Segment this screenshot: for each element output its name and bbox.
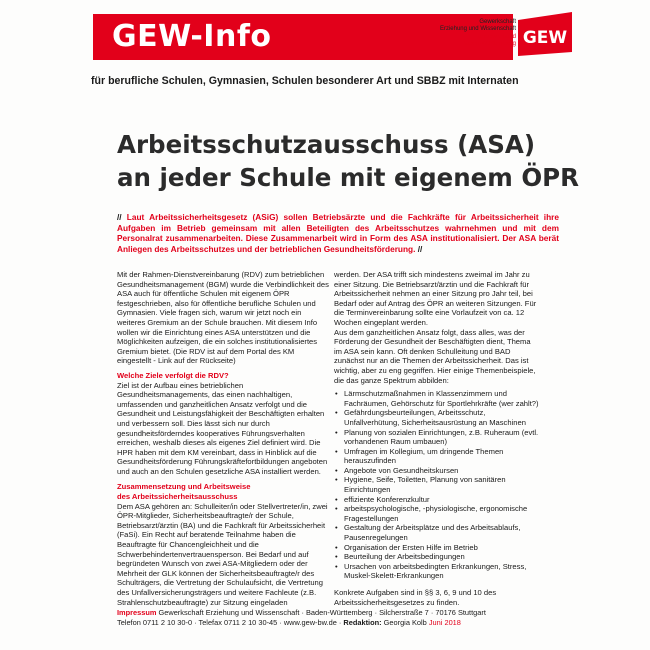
intro-paragraph: // Laut Arbeitssicherheitsgesetz (ASiG) sollen Betriebsärzte und die Fachkräfte für Arbeitssicherheit ihre Aufgaben im Betrieb gemeinsam mit allen Beteiligten des Arbeitsschutzes wahrnehmen und mit dem Personalrat zusammenarbeiten. Diese Zusammenarbeit wird in Form des ASA institutionalisiert. Der ASA berät Anliegen des Arbeitsschutzes und der betrieblichen Gesundheitsförderung. // [117,212,559,254]
paragraph: Mit der Rahmen-Dienstvereinbarung (RDV) zum betrieblichen Gesundheitsmanagement (BGM) wurde die Verbindlichkeit des ASA auch für öffentliche Schulen mit eigenem ÖPR festgeschrieben, also für öffentliche berufliche Schulen und Gymnasien. Viele fragen sich, warum wir jetzt noch ein weiteres Gremium an der Schule brauchen. Mit diesem Info wollen wir die Einrichtung eines ASA unterstützen und die Möglichkeiten aufzeigen, die ein solches institutionalisiertes Gremium bietet. (Die RDV ist auf dem Portal des KM eingestellt - Link auf der Rückseite) [117,270,329,366]
list-item: • Organisation der Ersten Hilfe im Betrieb [334,543,540,553]
organization-name: Gewerkschaft Erziehung und Wissenschaft Landesverband Baden-Württemberg [439,19,516,48]
list-item: • Gestaltung der Arbeitsplätze und des Arbeitsablaufs, Pausenregelungen [334,523,540,542]
list-item: • Ursachen von arbeitsbedingten Erkrankungen, Stress, Muskel-Skelett-Erkrankungen [334,562,540,581]
list-item: • Lärmschutzmaßnahmen in Klassenzimmern und Fachräumen, Gehörschutz für Sportlehrkräfte (wer zahlt?) [334,389,540,408]
list-item: • Hygiene, Seife, Toiletten, Planung von sanitären Einrichtungen [334,475,540,494]
topic-list [334,389,540,581]
left-column [117,270,329,607]
article-headline: Arbeitsschutzausschuss (ASA) an jeder Schule mit eigenem ÖPR [117,130,579,192]
gew-logo [516,10,574,58]
paragraph: Konkrete Aufgaben sind in §§ 3, 6, 9 und 10 des Arbeitssicherheitsgesetzes zu finden. [334,588,497,607]
section-heading: Welche Ziele verfolgt die RDV? [117,370,229,380]
paragraph: Ziel ist der Aufbau eines betrieblichen Gesundheitsmanagements, das einen nachhaltigen, umfassenden und ganzheitlichen Ansatz verfolgt und die Gesundheit und Leistungsfähigkeit der Beschäftigten erhalten und verbessern soll. Dies lässt sich nur durch gesundheitsförderndes kooperatives Führungsverhalten erreichen, weshalb dieses als eigenes Ziel definiert wird. Die HPR haben mit dem KM vereinbart, dass in Hinblick auf die Gesundheitsförderung Führungskräftefortbildungen angeboten und auch an den Schulen gesetzliche ASA installiert werden. [117,380,328,476]
publication-title: GEW-Info [112,19,272,54]
section-heading: Zusammensetzung und Arbeitsweise des Arbeitssicherheitsausschuss [117,482,251,502]
list-item: • Angebote von Gesundheitskursen [334,466,540,476]
list-item: • Planung von sozialen Einrichtungen, z.B. Ruheraum (evtl. vorhandenen Raum umbauen) [334,428,540,447]
svg-text:GEW: GEW [522,28,568,48]
impressum-label: Impressum [117,608,157,617]
list-item: • arbeitspsychologische, -physiologische, ergonomische Fragestellungen [334,504,540,523]
list-item: • Umfragen im Kollegium, um dringende Themen herauszufinden [334,447,540,466]
list-item: • Gefährdungsbeurteilungen, Arbeitsschutz, Unfallverhütung, Sicherheitsausrüstung an Maschinen [334,408,540,427]
paragraph: werden. Der ASA trifft sich mindestens zweimal im Jahr zu einer Sitzung. Die Betriebsarzt/ärztin und die Fachkraft für Arbeitssicherheit nehmen an einer Sitzung pro Jahr teil, bei Bedarf oder auf Antrag des ÖPR an weiteren Sitzungen. Für die Terminvereinbarung sollte eine Vorlaufzeit von ca. 12 Wochen eingeplant werden. [334,270,537,327]
list-item: • effiziente Konferenzkultur [334,495,540,505]
publication-subtitle: für berufliche Schulen, Gymnasien, Schulen besonderer Art und SBBZ mit Internaten [91,75,519,87]
paragraph: Dem ASA gehören an: Schulleiter/in oder Stellvertreter/in, zwei ÖPR-Mitglieder, Sicherheitsbeauftragte/r der Schule, Betriebsarzt/ärztin (BA) und die Fachkraft für Arbeitssicherheit (FaSi). Ein Recht auf beratende Teilnahme haben die Beauftragte für Chancengleichheit und die Schwerbehindertenvertrauensperson. Bei Bedarf und auf begründeten Wunsch von zwei ASA-Mitgliedern oder der Mehrheit der GLK können der Sicherheitsbeauftragte/r des Schulträgers, die Vertretung der Schulaufsicht, die Vertretung des Unfallversicherungsträgers und weitere Fachleute (z.B. Strahlenschutzbeauftragte) zur Sitzung eingeladen [117,501,328,607]
list-item: • Beurteilung der Arbeitsbedingungen [334,552,540,562]
paragraph: Aus dem ganzheitlichen Ansatz folgt, dass alles, was der Förderung der Gesundheit der Beschäftigten dient, Thema im ASA sein kann. Oft denken Schulleitung und BAD zunächst nur an die Themen der Arbeitssicherheit. Das ist wichtig, aber zu eng gegriffen. Hier einige Themenbeispiele, die das ganze Spektrum abbilden: [334,327,536,385]
right-column [334,270,540,607]
impressum: Impressum Gewerkschaft Erziehung und Wissenschaft · Baden-Württemberg · Silcherstraße 7 · 70176 Stuttgart Telefon 0711 2 10 30-0 · Telefax 0711 2 10 30-45 · www.gew-bw.de · Redaktion: Georgia Kolb Juni 2018 [117,608,486,627]
